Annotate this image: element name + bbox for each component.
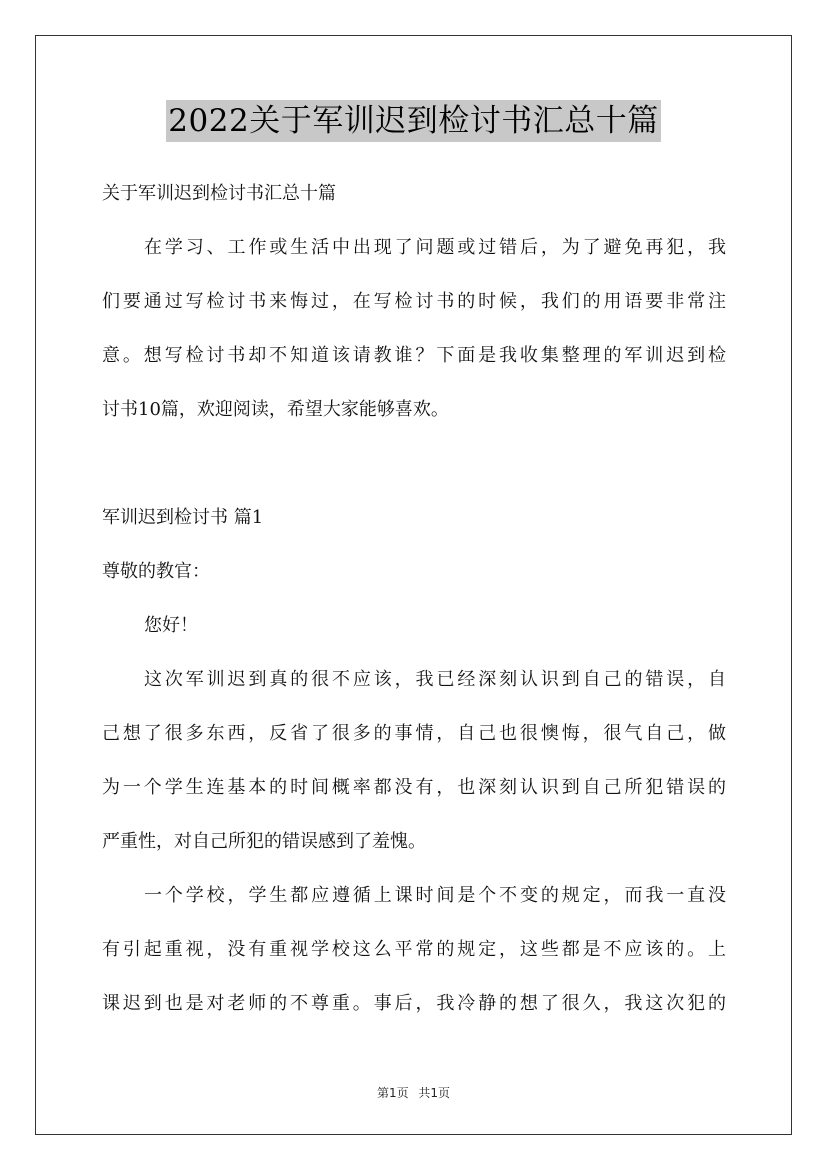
paragraph-line: 一个学校，学生都应遵循上课时间是个不变的规定，而我一直没 [144,885,726,906]
greeting: 您好！ [144,615,198,636]
paragraph-line: 有引起重视，没有重视学校这么平常的规定，这些都是不应该的。上 [102,939,726,960]
page-footer [0,1084,827,1101]
intro-line: 意。想写检讨书却不知道该请教谁？下面是我收集整理的军训迟到检 [102,345,726,366]
paragraph-line: 课迟到也是对老师的不尊重。事后，我冷静的想了很久，我这次犯的 [102,993,726,1014]
subtitle: 关于军训迟到检讨书汇总十篇 [102,183,336,204]
salutation: 尊敬的教官： [102,561,210,582]
intro-line: 在学习、工作或生活中出现了问题或过错后，为了避免再犯，我 [144,237,726,258]
document-body [102,172,726,1036]
section-heading: 军训迟到检讨书 篇1 [102,507,264,528]
page-number-total: 共1页 [418,1086,451,1100]
paragraph-line: 这次军训迟到真的很不应该，我已经深刻认识到自己的错误，自 [144,669,726,690]
paragraph-line: 严重性，对自己所犯的错误感到了羞愧。 [102,831,426,852]
page-number-current: 第1页 [376,1086,409,1100]
paragraph-gap [102,442,726,496]
paragraph-line: 为一个学生连基本的时间概率都没有，也深刻认识到自己所犯错误的 [102,777,726,798]
intro-line: 们要通过写检讨书来悔过，在写检讨书的时候，我们的用语要非常注 [102,291,726,312]
title-container [0,100,827,142]
paragraph-line: 己想了很多东西，反省了很多的事情，自己也很懊悔，很气自己，做 [102,723,726,744]
intro-line: 讨书10篇，欢迎阅读，希望大家能够喜欢。 [102,399,449,420]
document-title: 2022关于军训迟到检讨书汇总十篇 [166,100,660,142]
